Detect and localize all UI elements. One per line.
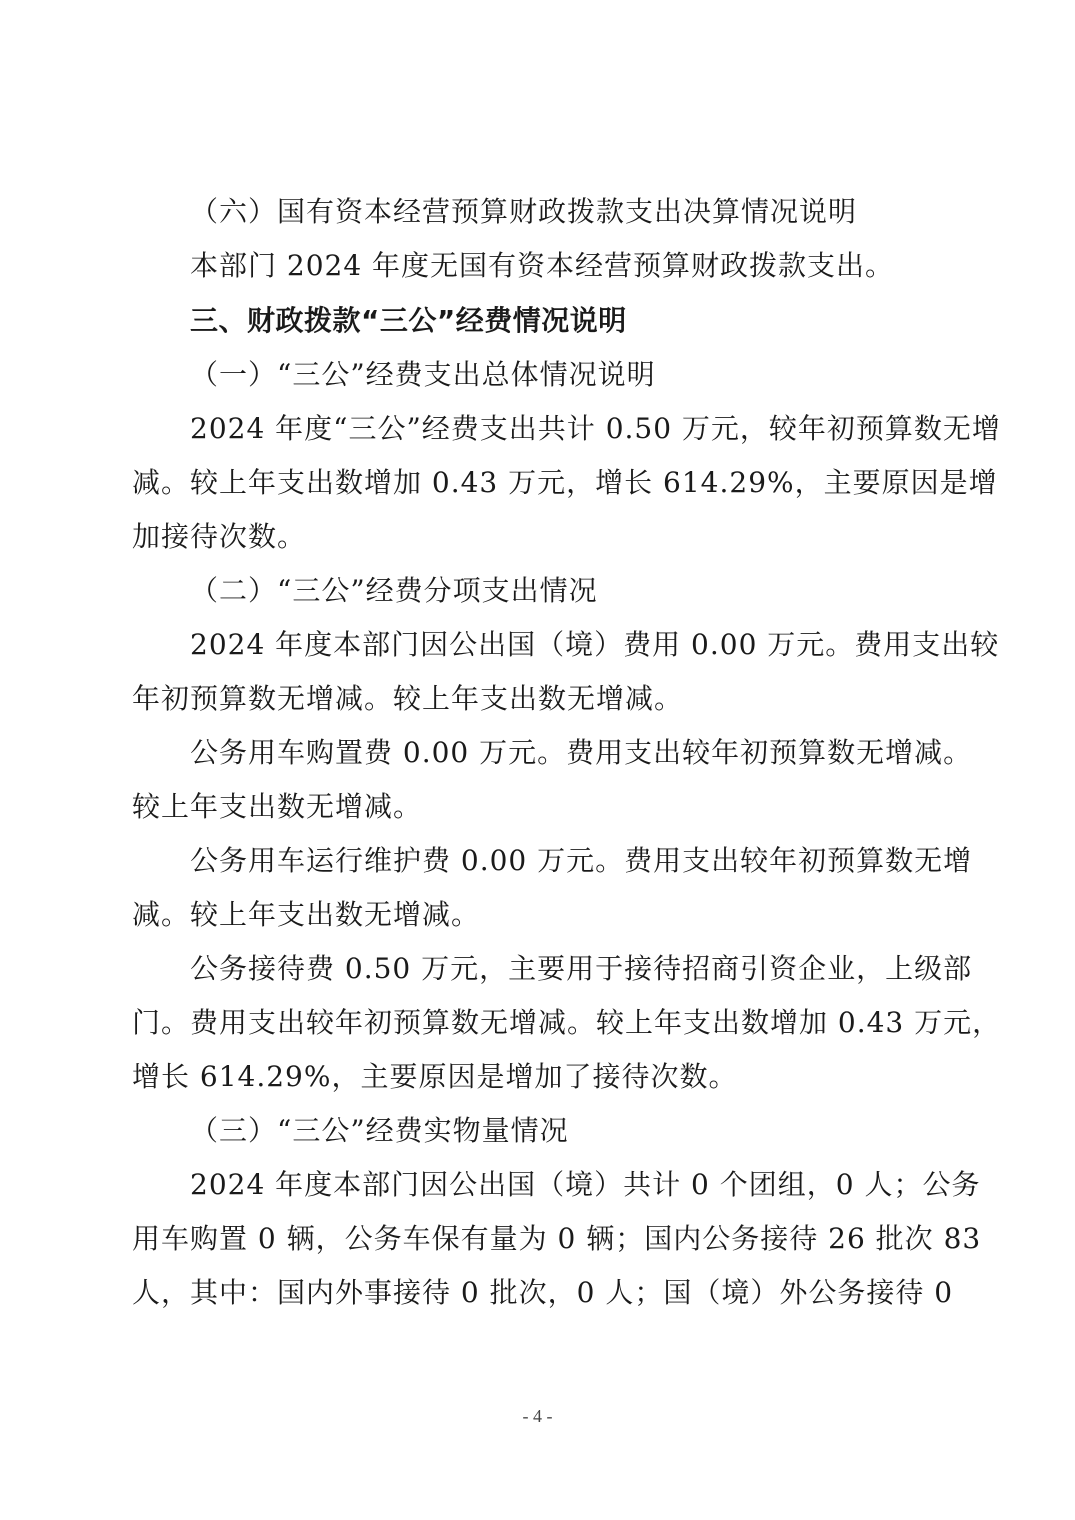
subheading-three: （三）“三公”经费实物量情况	[190, 1114, 569, 1147]
paragraph-line: 公务用车运行维护费 0.00 万元。费用支出较年初预算数无增	[190, 844, 973, 877]
paragraph-line: 减。较上年支出数增加 0.43 万元，增长 614.29%，主要原因是增	[132, 466, 998, 499]
paragraph-line: 2024 年度“三公”经费支出共计 0.50 万元，较年初预算数无增	[190, 412, 1001, 445]
subheading-one: （一）“三公”经费支出总体情况说明	[190, 358, 656, 391]
paragraph-line: 2024 年度本部门因公出国（境）共计 0 个团组，0 人；公务	[190, 1168, 981, 1201]
paragraph-line: 人，其中：国内外事接待 0 批次，0 人；国（境）外公务接待 0	[132, 1276, 954, 1309]
subheading-two: （二）“三公”经费分项支出情况	[190, 574, 598, 607]
paragraph-line: 公务用车购置费 0.00 万元。费用支出较年初预算数无增减。	[190, 736, 973, 769]
paragraph-line: 减。较上年支出数无增减。	[132, 898, 481, 931]
subheading-six: （六）国有资本经营预算财政拨款支出决算情况说明	[190, 195, 858, 228]
paragraph-line: 2024 年度本部门因公出国（境）费用 0.00 万元。费用支出较	[190, 628, 1000, 661]
paragraph-line: 年初预算数无增减。较上年支出数无增减。	[132, 682, 684, 715]
section-heading: 三、财政拨款“三公”经费情况说明	[190, 304, 627, 337]
paragraph-line: 加接待次数。	[132, 520, 307, 553]
paragraph-line: 增长 614.29%，主要原因是增加了接待次数。	[132, 1060, 738, 1093]
paragraph-line: 门。费用支出较年初预算数无增减。较上年支出数增加 0.43 万元，	[132, 1006, 1002, 1039]
paragraph-line: 公务接待费 0.50 万元，主要用于接待招商引资企业，上级部	[190, 952, 973, 985]
paragraph-line: 用车购置 0 辆，公务车保有量为 0 辆；国内公务接待 26 批次 83	[132, 1222, 982, 1255]
page-number: - 4 -	[522, 1406, 553, 1426]
paragraph-line: 较上年支出数无增减。	[132, 790, 423, 823]
paragraph-line: 本部门 2024 年度无国有资本经营预算财政拨款支出。	[190, 249, 895, 282]
